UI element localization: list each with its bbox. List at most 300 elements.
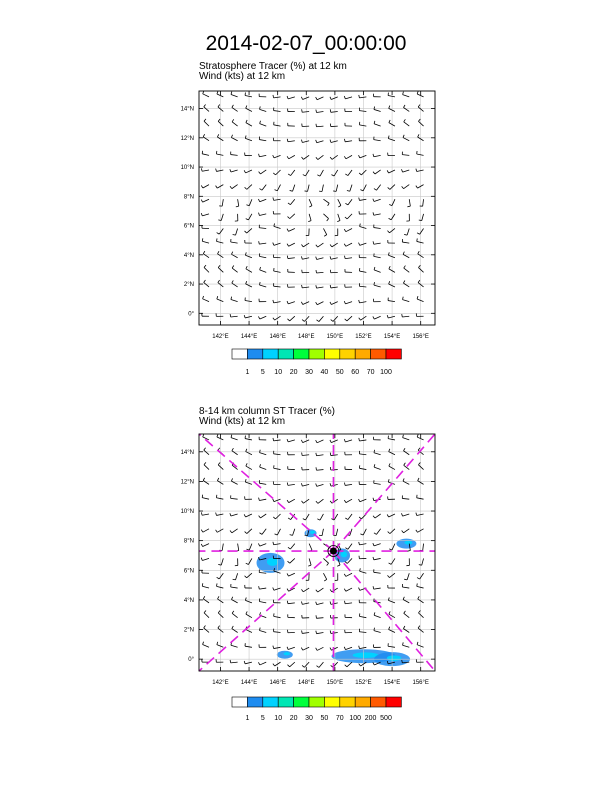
x-tick-label: 146°E	[269, 334, 286, 340]
wind-barb-feather	[288, 174, 291, 176]
wind-barb-feather	[287, 589, 289, 592]
colorbar-swatch	[324, 349, 339, 359]
colorbar-label: 30	[305, 369, 313, 376]
wind-barb-feather	[231, 92, 232, 95]
wind-barb-feather	[244, 315, 245, 318]
wind-barb-feather	[258, 316, 259, 319]
wind-barb-feather	[201, 512, 202, 515]
wind-barb-feather	[274, 223, 275, 226]
wind-barb	[218, 268, 223, 273]
wind-barb-feather	[417, 583, 418, 586]
colorbar-label: 200	[364, 715, 377, 722]
wind-barb-feather	[246, 463, 247, 466]
wind-barb	[346, 228, 352, 231]
wind-barb	[232, 268, 237, 272]
wind-barb	[260, 270, 267, 272]
wind-barb-feather	[217, 238, 218, 241]
plot-frame	[199, 434, 435, 671]
wind-barb-feather	[360, 224, 361, 227]
wind-barb	[388, 301, 395, 302]
wind-barb-feather	[218, 280, 220, 282]
wind-barb-feather	[359, 198, 360, 201]
wind-barb	[403, 283, 409, 287]
wind-barb-feather	[402, 531, 404, 533]
colorbar-swatch	[355, 349, 370, 359]
wind-barb	[231, 498, 238, 499]
wind-barb-feather	[273, 318, 275, 320]
wind-barb-feather	[344, 647, 345, 650]
wind-barb	[403, 514, 410, 516]
wind-barb-feather	[301, 648, 302, 651]
wind-barb	[288, 647, 295, 649]
colorbar-swatch	[294, 697, 309, 707]
wind-barb-feather	[316, 467, 317, 470]
wind-barb	[316, 618, 323, 619]
wind-barb	[317, 141, 324, 143]
wind-barb	[403, 438, 410, 440]
x-tick-label: 148°E	[298, 334, 315, 340]
wind-barb	[318, 243, 324, 247]
wind-barb-feather	[418, 462, 420, 464]
wind-barb-feather	[201, 213, 202, 216]
colorbar-2	[232, 697, 401, 722]
wind-barb	[288, 573, 294, 576]
wind-barb	[308, 185, 310, 192]
wind-barb	[374, 316, 380, 319]
wind-barb	[203, 645, 209, 648]
y-tick-label: 12°N	[180, 135, 194, 142]
y-tick-label: 6°N	[183, 568, 194, 575]
wind-barb-feather	[246, 281, 247, 284]
wind-barb	[218, 613, 223, 618]
wind-barb	[217, 241, 224, 243]
wind-barb	[203, 529, 209, 532]
wind-barb-feather	[259, 241, 260, 244]
wind-barb	[359, 271, 366, 272]
colorbar-swatch	[263, 349, 278, 359]
wind-barb-feather	[203, 478, 204, 481]
wind-barb-feather	[301, 256, 302, 259]
wind-barb-feather	[373, 154, 374, 157]
wind-barb	[216, 154, 223, 155]
wind-barb	[288, 484, 295, 485]
wind-barb	[374, 124, 381, 126]
wind-barb	[323, 573, 326, 579]
wind-barb	[347, 316, 352, 321]
wind-barb	[246, 514, 252, 517]
wind-barb	[404, 613, 410, 617]
wind-barb	[374, 631, 381, 633]
wind-barb-feather	[419, 565, 422, 566]
wind-barb-feather	[204, 265, 206, 267]
panel2-subtitle-1: 8-14 km column ST Tracer (%)	[199, 406, 335, 417]
wind-barb	[390, 185, 395, 190]
wind-barb	[423, 544, 424, 551]
wind-barb	[302, 258, 309, 260]
wind-barb-feather	[287, 439, 288, 442]
wind-barb-feather	[417, 296, 418, 299]
wind-barb-feather	[330, 483, 331, 486]
wind-barb-feather	[337, 220, 340, 221]
wind-barb-feather	[203, 434, 204, 437]
wind-barb-feather	[218, 265, 220, 267]
wind-barb	[238, 544, 239, 551]
wind-barb-feather	[273, 499, 274, 502]
wind-barb-feather	[231, 435, 232, 438]
wind-barb-feather	[273, 438, 274, 441]
colorbar-1	[232, 349, 401, 376]
wind-barb-feather	[419, 220, 422, 221]
wind-barb	[403, 170, 410, 172]
wind-barb	[203, 137, 209, 141]
wind-barb-feather	[317, 175, 320, 176]
wind-barb-feather	[218, 564, 221, 565]
wind-barb-feather	[245, 576, 247, 578]
colorbar-swatch	[340, 697, 355, 707]
wind-barb	[359, 111, 366, 112]
wind-barb	[323, 228, 326, 234]
colorbar-label: 70	[335, 715, 344, 722]
wind-barb-feather	[218, 251, 219, 254]
wind-barb-feather	[316, 302, 318, 305]
wind-barb	[259, 601, 266, 602]
wind-barb-feather	[373, 498, 374, 501]
wind-barb	[359, 302, 366, 303]
wind-barb-feather	[417, 238, 418, 241]
x-tick-label: 150°E	[326, 334, 344, 340]
wind-barb	[304, 662, 309, 667]
wind-barb	[262, 185, 266, 191]
wind-barb-feather	[418, 134, 419, 137]
wind-barb	[245, 646, 252, 647]
wind-barb-feather	[201, 544, 202, 547]
wind-barb	[348, 170, 352, 176]
wind-barb-feather	[373, 543, 374, 546]
center-marker	[330, 548, 337, 555]
wind-barb	[333, 316, 338, 321]
wind-barb-feather	[373, 557, 374, 560]
colorbar-label: 70	[366, 369, 375, 376]
wind-barb	[216, 514, 223, 515]
wind-barb	[236, 573, 238, 580]
wind-barb-feather	[217, 577, 220, 579]
wind-barb-feather	[401, 169, 402, 172]
tracer-region-core	[353, 652, 379, 658]
x-tick-label: 156°E	[412, 334, 429, 340]
wind-barb	[249, 199, 252, 205]
wind-barb-feather	[402, 660, 403, 663]
wind-barb	[359, 468, 366, 469]
wind-barb	[231, 587, 238, 588]
wind-barb	[320, 170, 323, 176]
wind-barb-feather	[244, 661, 245, 664]
wind-barb	[345, 302, 352, 304]
wind-barb	[260, 109, 267, 111]
colorbar-swatch	[232, 697, 247, 707]
wind-barb-feather	[387, 231, 389, 233]
wind-barb	[336, 185, 338, 192]
wind-barb-feather	[331, 175, 334, 176]
wind-barb	[376, 185, 380, 191]
wind-barb-feather	[301, 302, 302, 305]
wind-barb-feather	[417, 642, 418, 645]
wind-barb-feather	[403, 135, 404, 138]
wind-barb-feather	[389, 449, 390, 452]
wind-barb	[423, 199, 424, 206]
wind-barb	[260, 316, 266, 319]
wind-barb	[245, 255, 252, 258]
wind-barb	[217, 586, 224, 588]
wind-barb-feather	[373, 241, 374, 244]
wind-barb	[345, 484, 352, 485]
wind-barb-feather	[287, 665, 289, 667]
wind-barb-feather	[273, 587, 274, 590]
wind-barb	[317, 258, 324, 260]
y-tick-label: 10°N	[180, 165, 194, 172]
wind-barb	[388, 316, 395, 318]
wind-barb	[302, 632, 309, 633]
wind-barb-feather	[418, 596, 419, 599]
wind-barb-feather	[246, 106, 247, 109]
wind-barb-feather	[360, 534, 363, 535]
wind-barb-feather	[273, 243, 274, 246]
wind-barb	[203, 544, 209, 547]
wind-barb	[417, 645, 423, 648]
wind-barb	[231, 316, 238, 317]
wind-barb	[290, 662, 295, 667]
wind-barb	[359, 616, 366, 617]
wind-barb-feather	[216, 530, 218, 532]
colorbar-swatch	[247, 349, 262, 359]
wind-barb-feather	[359, 173, 361, 175]
wind-barb	[331, 440, 337, 443]
wind-barb-feather	[330, 157, 332, 159]
wind-barb	[203, 254, 209, 258]
wind-barb	[249, 544, 252, 550]
wind-barb	[404, 529, 410, 533]
wind-barb	[202, 214, 209, 216]
wind-barb-feather	[389, 627, 390, 630]
colorbar-label: 100	[380, 369, 392, 376]
wind-barb-feather	[316, 590, 318, 592]
wind-barb	[322, 185, 323, 192]
colorbar-swatch	[278, 349, 293, 359]
wind-barb-feather	[301, 589, 303, 591]
main-title: 2014-02-07_00:00:00	[205, 32, 407, 55]
x-tick-label: 144°E	[240, 334, 258, 340]
wind-barb	[221, 558, 223, 565]
wind-barb-feather	[246, 563, 249, 564]
y-tick-label: 14°N	[180, 449, 194, 456]
wind-barb-feather	[231, 252, 232, 255]
wind-barb-feather	[273, 173, 275, 175]
wind-barb-feather	[232, 611, 234, 613]
panel1-subtitle-1: Stratosphere Tracer (%) at 12 km	[199, 61, 347, 72]
y-tick-label: 8°N	[183, 538, 194, 545]
panel1-subtitle-2: Wind (kts) at 12 km	[199, 71, 286, 82]
wind-barb-feather	[316, 245, 318, 247]
wind-barb	[219, 228, 223, 234]
chart-panel-1	[181, 91, 435, 340]
wind-barb-feather	[402, 314, 403, 317]
wind-barb	[291, 170, 295, 176]
wind-barb-feather	[232, 280, 233, 283]
wind-barb-feather	[218, 119, 220, 121]
wind-barb	[388, 255, 395, 257]
wind-barb	[204, 628, 209, 633]
wind-barb-feather	[273, 542, 274, 545]
wind-barb	[345, 141, 352, 142]
wind-barb-feather	[403, 280, 404, 283]
wind-barb	[303, 97, 309, 100]
wind-barb-feather	[330, 285, 331, 288]
wind-barb-feather	[309, 206, 312, 207]
wind-barb-feather	[374, 121, 375, 124]
wind-barb-feather	[403, 626, 404, 629]
wind-barb	[245, 138, 252, 140]
wind-barb	[359, 97, 366, 98]
wind-barb	[274, 155, 281, 158]
wind-barb-feather	[217, 91, 218, 94]
wind-barb	[402, 242, 409, 243]
wind-barb-feather	[359, 664, 361, 666]
wind-barb	[388, 96, 395, 97]
wind-barb-feather	[347, 190, 350, 191]
wind-barb	[302, 603, 309, 605]
wind-barb-feather	[232, 266, 234, 268]
wind-barb-feather	[260, 628, 261, 631]
wind-barb	[232, 451, 238, 455]
wind-barb	[276, 170, 281, 175]
wind-barb	[331, 97, 337, 100]
wind-barb	[222, 199, 223, 206]
wind-barb	[202, 586, 209, 588]
wind-barb	[407, 228, 409, 235]
wind-barb	[303, 302, 309, 305]
wind-barb	[259, 256, 266, 257]
wind-barb	[203, 299, 209, 302]
wind-barb-feather	[287, 301, 288, 304]
wind-barb	[260, 285, 267, 287]
colorbar-swatch	[309, 349, 324, 359]
wind-barb-feather	[316, 157, 318, 159]
wind-barb	[289, 243, 295, 246]
wind-barb	[232, 613, 237, 617]
wind-barb	[289, 155, 295, 158]
colorbar-swatch	[371, 697, 386, 707]
wind-barb	[388, 646, 395, 647]
wind-barb	[218, 121, 223, 126]
colorbar-swatch	[355, 697, 370, 707]
wind-barb-feather	[288, 518, 291, 520]
wind-barb	[274, 125, 281, 126]
wind-barb-feather	[302, 109, 303, 112]
wind-barb	[374, 109, 381, 111]
wind-barb-feather	[316, 110, 317, 113]
wind-barb	[331, 455, 338, 456]
wind-barb-feather	[345, 217, 347, 219]
wind-barb-feather	[230, 513, 231, 516]
wind-barb	[288, 302, 295, 304]
wind-barb-feather	[287, 500, 289, 503]
wind-barb-feather	[345, 256, 346, 259]
wind-barb-feather	[416, 186, 418, 188]
wind-barb-feather	[203, 296, 204, 299]
wind-barb-feather	[374, 282, 375, 285]
wind-barb-feather	[416, 530, 418, 532]
wind-barb	[274, 243, 281, 245]
wind-barb	[417, 241, 424, 243]
wind-barb	[420, 573, 424, 579]
wind-barb-feather	[217, 134, 218, 137]
wind-barb-feather	[202, 583, 203, 586]
wind-barb-feather	[344, 483, 345, 486]
wind-barb-feather	[403, 448, 405, 451]
wind-barb-feather	[217, 296, 218, 299]
wind-barb	[288, 603, 295, 604]
colorbar-label: 10	[274, 715, 283, 722]
wind-barb-feather	[288, 217, 290, 219]
wind-barb	[417, 498, 424, 499]
x-tick-label: 152°E	[355, 680, 372, 686]
x-tick-label: 142°E	[212, 680, 229, 686]
wind-barb-feather	[218, 611, 220, 613]
wind-barb	[388, 138, 395, 140]
wind-barb	[203, 94, 209, 97]
wind-barb	[391, 214, 395, 220]
wind-barb-feather	[316, 501, 318, 503]
wind-barb-feather	[233, 579, 236, 580]
wind-barb	[318, 499, 324, 503]
wind-barb-feather	[374, 107, 375, 110]
colorbar-label: 500	[380, 715, 392, 722]
wind-barb	[260, 514, 266, 518]
wind-barb-feather	[287, 482, 288, 485]
wind-barb	[418, 613, 423, 618]
wind-barb	[388, 439, 395, 440]
wind-barb	[317, 603, 324, 605]
wind-barb-feather	[258, 199, 259, 202]
y-tick-label: 0°	[188, 311, 194, 318]
x-tick-label: 156°E	[412, 680, 429, 686]
wind-barb	[417, 299, 423, 302]
wind-barb-feather	[389, 205, 392, 206]
wind-barb-feather	[316, 484, 317, 487]
wind-barb-feather	[359, 318, 361, 320]
wind-barb-feather	[330, 501, 332, 503]
wind-barb	[417, 586, 424, 588]
wind-barb-feather	[330, 256, 331, 259]
wind-barb-feather	[344, 301, 345, 304]
wind-barb	[331, 302, 337, 305]
wind-barb	[317, 97, 323, 100]
wind-barb-feather	[374, 628, 375, 631]
wind-barb-feather	[316, 440, 317, 443]
wind-barb	[346, 499, 352, 502]
wind-barb	[204, 121, 209, 126]
wind-barb	[347, 662, 352, 667]
wind-barb-feather	[244, 170, 245, 173]
colorbar-label: 10	[274, 369, 283, 376]
wind-barb	[302, 455, 309, 456]
wind-barb-feather	[389, 266, 390, 269]
wind-barb	[259, 228, 266, 229]
wind-barb-feather	[287, 244, 289, 247]
wind-barb	[317, 440, 323, 443]
wind-barb-feather	[275, 534, 278, 535]
wind-barb-feather	[302, 665, 304, 667]
wind-barb	[218, 465, 223, 470]
